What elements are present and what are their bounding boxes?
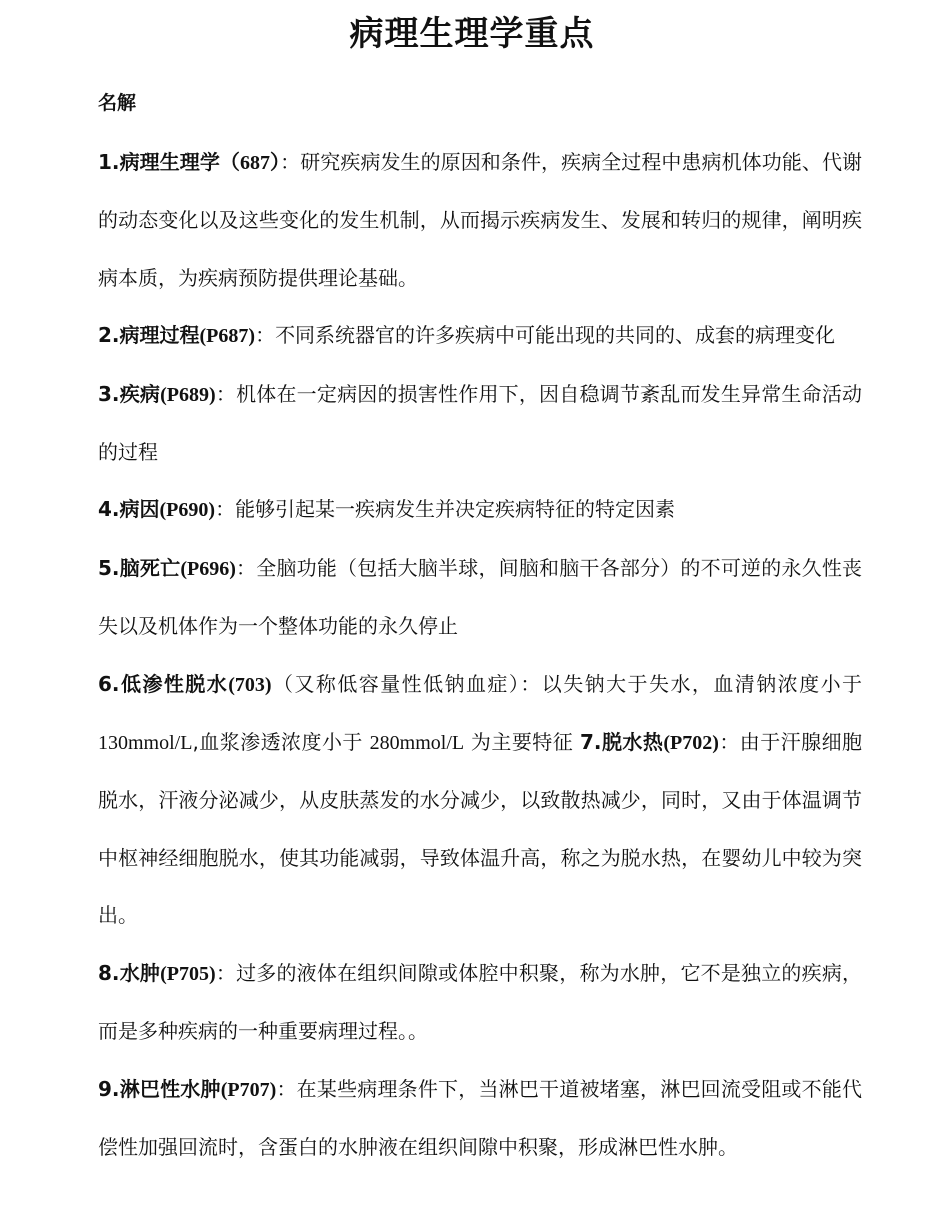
entry-definition: 机体在一定病因的损害性作用下，因自稳调节紊乱而发生异常生命活动的过程	[98, 381, 863, 465]
entry-number: 5.	[98, 555, 120, 580]
entry-separator: ：	[215, 381, 237, 406]
entry-page-ref: (703)	[228, 673, 272, 696]
entry-page-ref: (P687)	[199, 325, 256, 348]
entry-number: 1.	[98, 150, 120, 174]
entry-term: 脱水热	[601, 730, 664, 755]
entry-definition: （又称低容量性低钠血症）：以失钠大于失水，血清钠浓度小于	[271, 671, 863, 696]
entry-number: 8.	[98, 960, 120, 985]
entry-term: 低渗性脱水	[119, 671, 229, 696]
entry-separator: ：	[280, 150, 301, 174]
entry-number: 7.	[580, 730, 602, 755]
entry-page-ref: （687）	[219, 152, 281, 174]
entry-number: 3.	[98, 381, 120, 406]
entry-definition: 由于汗腺细胞脱水，汗液分泌减少，从皮肤蒸发的水分减少，以致散热减少，同时，又由于体温调节中枢神经细胞脱水，使其功能减弱，导致体温升高，称之为脱水热，在婴幼儿中较为突出。	[98, 730, 863, 928]
entry-definition: 研究疾病发生的原因和条件，疾病全过程中患病机体功能、代谢的动态变化以及这些变化的发生机制，从而揭示疾病发生、发展和转归的规律，阐明疾病本质，为疾病预防提供理论基础。	[98, 150, 863, 290]
definition-list	[98, 134, 862, 1176]
entry-number: 6.	[98, 671, 120, 696]
definition-entry-5	[98, 540, 862, 656]
entry-term: 脑死亡	[119, 555, 181, 580]
entry-definition: 能够引起某一疾病发生并决定疾病特征的特定因素	[235, 497, 676, 522]
entry-value: 130mmol/L	[98, 732, 193, 755]
definition-entry-1	[98, 134, 862, 307]
section-heading: 名解	[98, 92, 137, 114]
entry-definition: ,血浆渗透浓度小于	[192, 730, 370, 755]
entry-separator: ：	[215, 960, 237, 985]
entry-page-ref: (P705)	[160, 962, 216, 985]
entry-definition: 在某些病理条件下，当淋巴干道被堵塞，淋巴回流受阻或不能代偿性加强回流时，含蛋白的水肿液在组织间隙中积聚，形成淋巴性水肿。	[98, 1076, 863, 1159]
entry-separator: ：	[276, 1076, 297, 1101]
entry-separator: ：	[235, 555, 257, 580]
entry-number: 4.	[98, 497, 120, 522]
entry-term: 病因	[119, 497, 160, 522]
entry-page-ref: (P707)	[220, 1078, 277, 1101]
entry-page-ref: (P690)	[159, 499, 216, 522]
entry-term: 病理过程	[119, 323, 200, 348]
entry-term: 疾病	[119, 381, 161, 406]
entry-definition: 全脑功能（包括大脑半球，间脑和脑干各部分）的不可逆的永久性丧失以及机体作为一个整体功能的永久停止	[98, 555, 863, 639]
document-title: 病理生理学重点	[349, 14, 595, 54]
entry-separator: ：	[255, 323, 276, 348]
entry-separator: ：	[718, 730, 740, 755]
entry-page-ref: (P689)	[160, 383, 216, 406]
entry-value: 280mmol/L	[369, 732, 465, 755]
entry-separator: ：	[215, 497, 236, 522]
entry-term: 水肿	[119, 960, 161, 985]
definition-entry-8	[98, 945, 862, 1061]
entry-definition: 过多的液体在组织间隙或体腔中积聚，称为水肿，它不是独立的疾病，而是多种疾病的一种重要病理过程。。	[98, 960, 863, 1044]
definition-entry-6	[98, 656, 862, 945]
entry-page-ref: (P702)	[663, 732, 719, 755]
entry-term: 淋巴性水肿	[119, 1076, 221, 1101]
entry-number: 9.	[98, 1076, 120, 1101]
entry-page-ref: (P696)	[180, 557, 236, 580]
entry-number: 2.	[98, 323, 120, 348]
entry-definition: 不同系统器官的许多疾病中可能出现的共同的、成套的病理变化	[275, 323, 836, 348]
entry-term: 病理生理学	[119, 150, 220, 174]
definition-entry-3	[98, 366, 862, 482]
definition-entry-9	[98, 1061, 862, 1177]
definition-entry-4	[98, 481, 862, 539]
definition-entry-2	[98, 307, 862, 365]
entry-definition: 为主要特征	[464, 730, 580, 755]
